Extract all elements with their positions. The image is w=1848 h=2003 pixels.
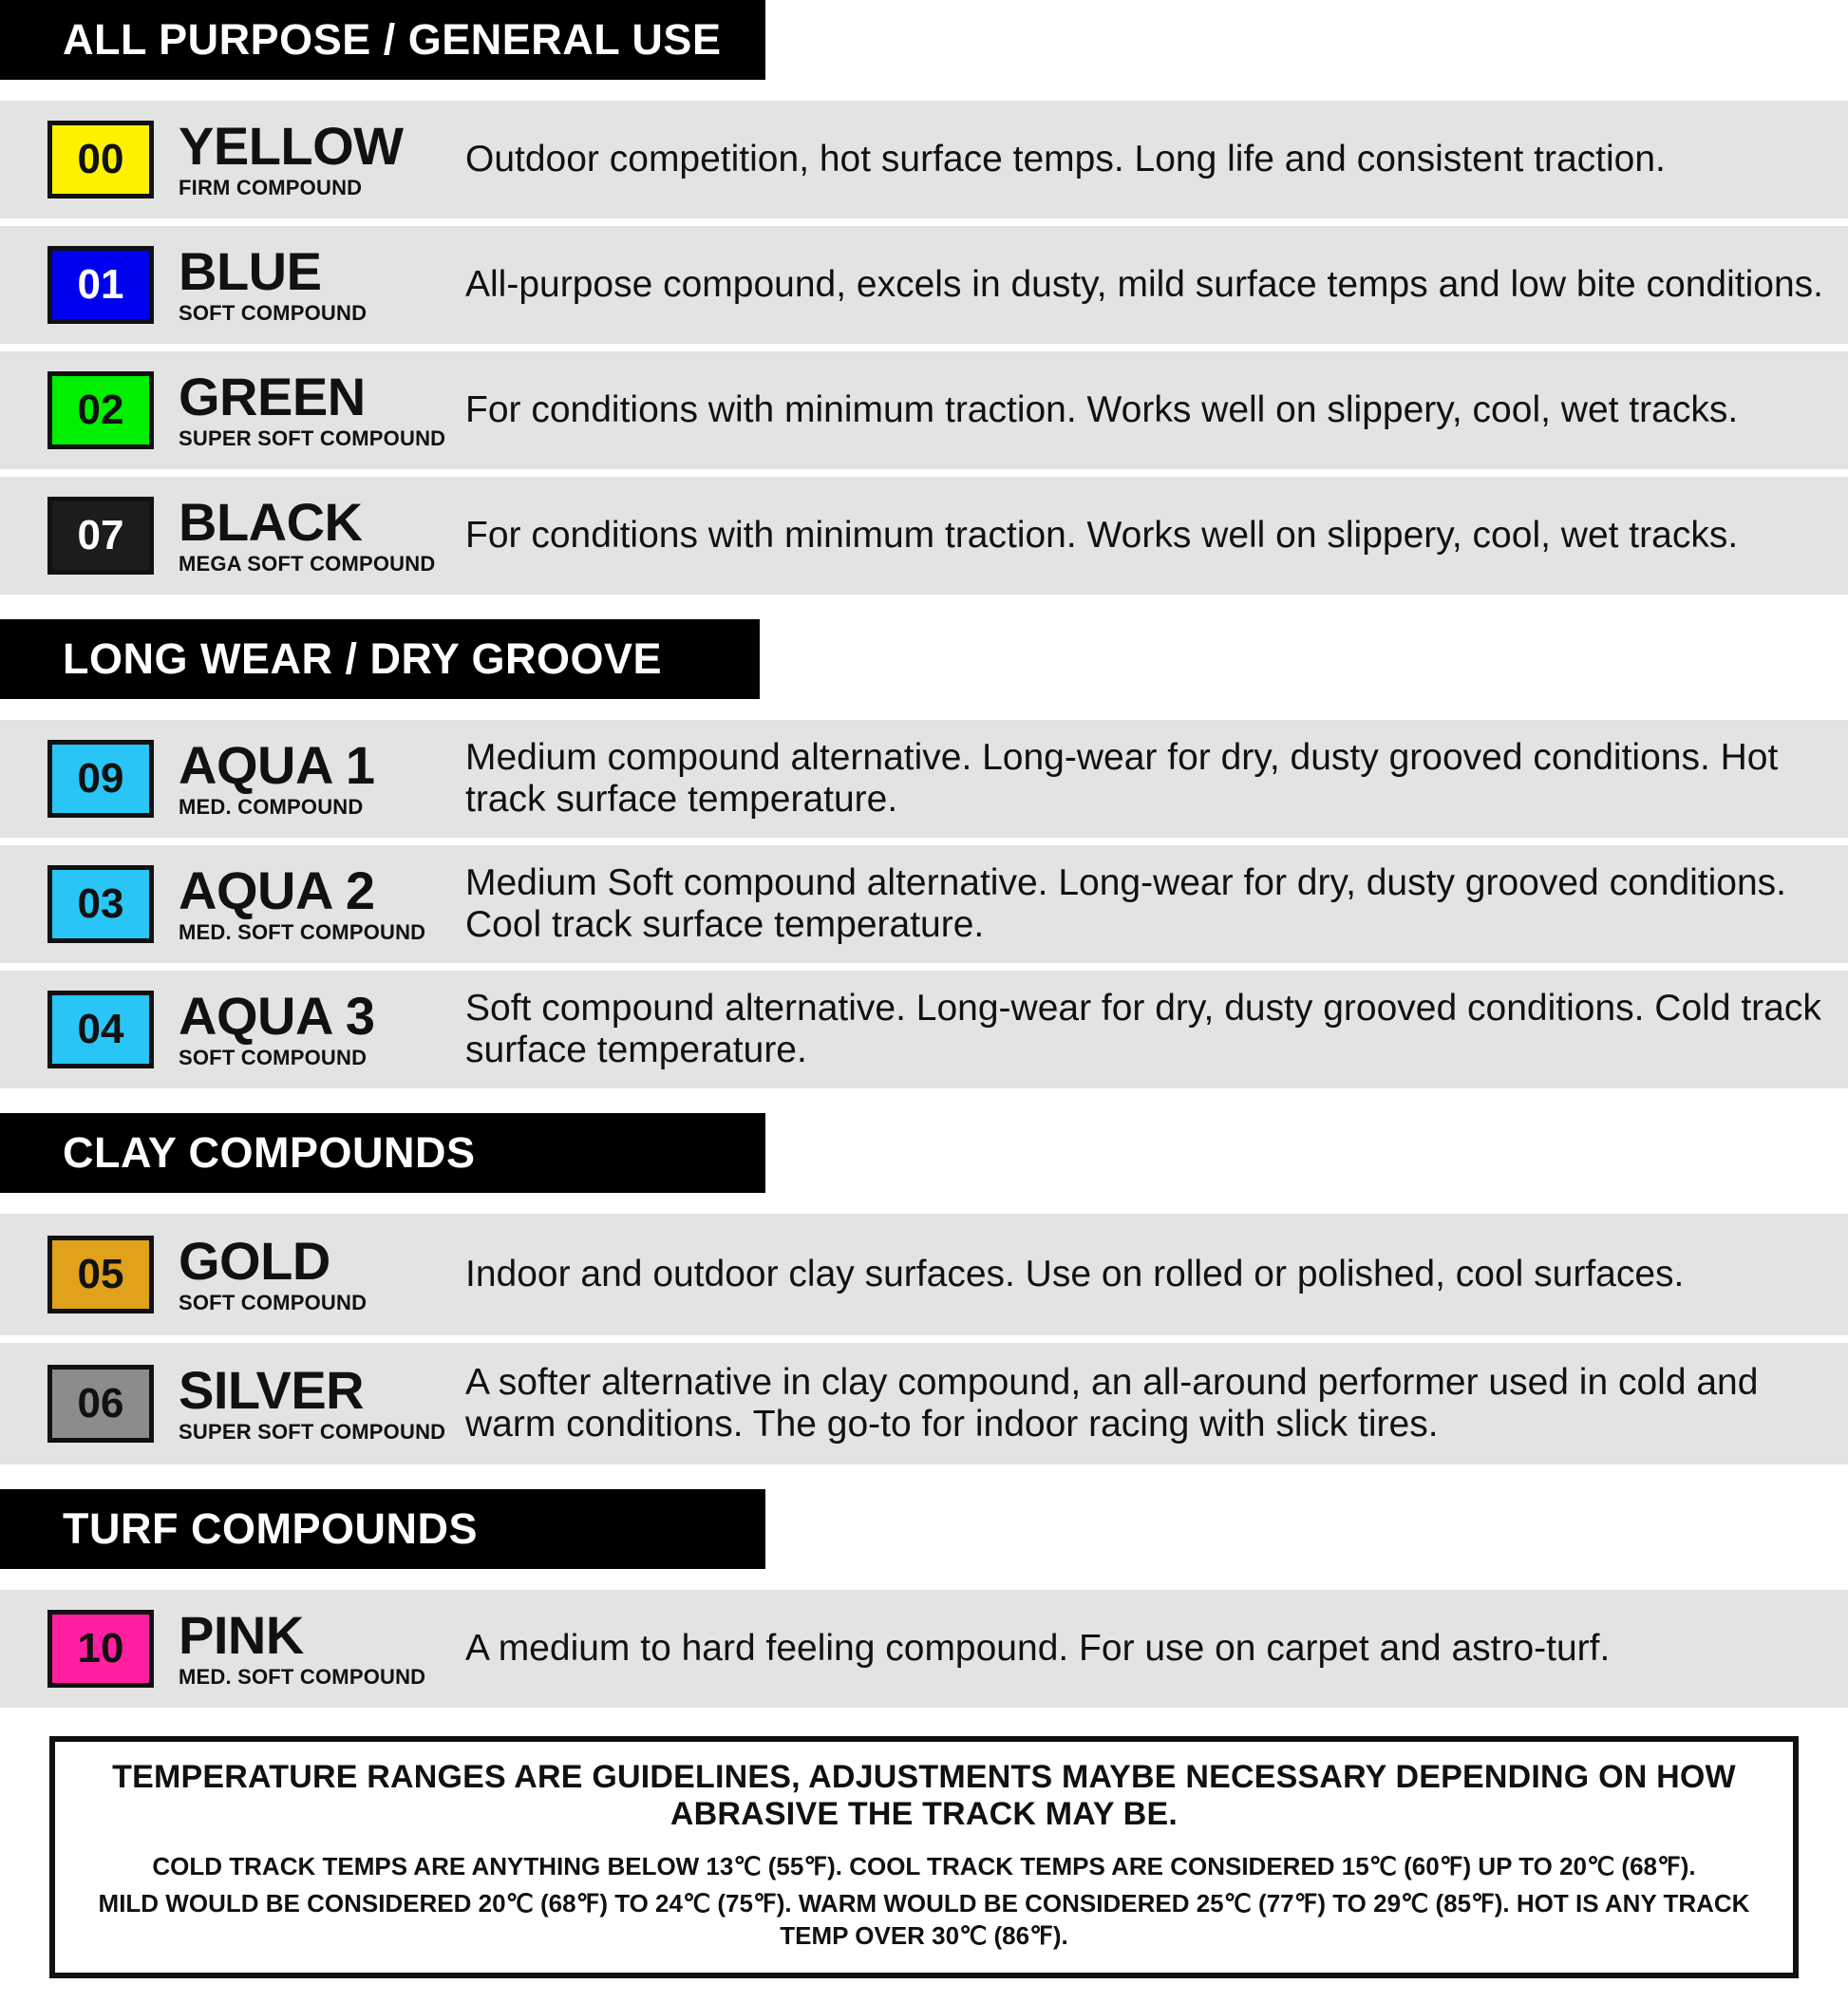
section-title: ALL PURPOSE / GENERAL USE (63, 15, 722, 64)
section-header-all-purpose (0, 0, 765, 80)
compound-name: AQUA 2 (179, 860, 375, 921)
swatch-cell (0, 477, 158, 595)
compound-name: AQUA 1 (179, 735, 375, 796)
compound-code: 00 (77, 136, 124, 182)
compound-code: 05 (77, 1251, 124, 1297)
color-swatch-07 (47, 497, 154, 575)
swatch-cell (0, 1590, 158, 1708)
section-header-clay (0, 1113, 765, 1193)
section-title: CLAY COMPOUNDS (63, 1128, 476, 1177)
table-row (0, 351, 1848, 469)
footer-note-wrap (0, 1715, 1848, 2003)
name-cell (158, 226, 443, 344)
description-cell (443, 720, 1848, 838)
name-cell (158, 720, 443, 838)
section-title: LONG WEAR / DRY GROOVE (63, 634, 663, 683)
spacer (0, 1096, 1848, 1113)
description-cell (443, 1343, 1848, 1464)
name-cell (158, 1214, 443, 1335)
spacer (0, 602, 1848, 619)
compound-description: Soft compound alternative. Long-wear for dry, dusty grooved conditions. Cold track surface temperature. (465, 987, 1821, 1070)
name-cell (158, 101, 443, 218)
spacer (0, 699, 1848, 720)
spacer (0, 1193, 1848, 1214)
color-swatch-04 (47, 991, 154, 1068)
compound-description: Medium compound alternative. Long-wear for dry, dusty grooved conditions. Hot track surface temperature. (465, 736, 1779, 820)
color-swatch-01 (47, 246, 154, 324)
compound-hardness: FIRM COMPOUND (179, 175, 363, 199)
swatch-cell (0, 101, 158, 218)
name-cell (158, 477, 443, 595)
compound-code: 01 (77, 261, 124, 308)
swatch-cell (0, 1214, 158, 1335)
color-swatch-02 (47, 371, 154, 449)
swatch-cell (0, 971, 158, 1088)
description-cell (443, 845, 1848, 963)
compound-code: 10 (77, 1625, 124, 1672)
table-row (0, 845, 1848, 963)
compound-code: 07 (77, 512, 124, 558)
footer-line-1: COLD TRACK TEMPS ARE ANYTHING BELOW 13℃ (55℉). COOL TRACK TEMPS ARE CONSIDERED 15℃ (60℉) UP TO 20℃ (68℉). (152, 1852, 1696, 1881)
compound-name: PINK (179, 1605, 304, 1666)
section-header-turf (0, 1489, 765, 1569)
color-swatch-00 (47, 121, 154, 198)
compound-code: 09 (77, 755, 124, 802)
compound-name: AQUA 3 (179, 986, 375, 1047)
color-swatch-03 (47, 865, 154, 943)
description-cell (443, 351, 1848, 469)
color-swatch-05 (47, 1236, 154, 1313)
compound-description: A softer alternative in clay compound, an all-around performer used in cold and warm conditions. The go-to for indoor racing with slick tires. (465, 1361, 1759, 1445)
spacer (0, 1569, 1848, 1590)
section-rows-clay (0, 1214, 1848, 1464)
swatch-cell (0, 351, 158, 469)
temperature-guidelines-box (49, 1736, 1799, 1978)
section-header-long-wear (0, 619, 760, 699)
compound-name: BLUE (179, 241, 322, 302)
swatch-cell (0, 1343, 158, 1464)
table-row (0, 971, 1848, 1088)
swatch-cell (0, 226, 158, 344)
compound-description: All-purpose compound, excels in dusty, mild surface temps and low bite conditions. (465, 263, 1823, 305)
compound-description: Medium Soft compound alternative. Long-wear for dry, dusty grooved conditions. Cool track surface temperature. (465, 861, 1787, 945)
description-cell (443, 101, 1848, 218)
compound-name: GREEN (179, 367, 366, 427)
name-cell (158, 845, 443, 963)
color-swatch-06 (47, 1365, 154, 1443)
compound-description: For conditions with minimum traction. Works well on slippery, cool, wet tracks. (465, 514, 1739, 556)
table-row (0, 477, 1848, 595)
section-title: TURF COMPOUNDS (63, 1504, 478, 1553)
compound-hardness: SOFT COMPOUND (179, 1045, 368, 1069)
compound-hardness: MED. COMPOUND (179, 794, 364, 819)
compound-hardness: MED. SOFT COMPOUND (179, 919, 426, 944)
description-cell (443, 1214, 1848, 1335)
table-row (0, 226, 1848, 344)
name-cell (158, 971, 443, 1088)
compound-hardness: SOFT COMPOUND (179, 300, 368, 325)
description-cell (443, 226, 1848, 344)
compound-name: BLACK (179, 492, 363, 553)
name-cell (158, 1343, 446, 1464)
compound-name: GOLD (179, 1231, 330, 1292)
name-cell (158, 351, 446, 469)
color-swatch-10 (47, 1610, 154, 1688)
compound-code: 04 (77, 1006, 124, 1052)
spacer (0, 1472, 1848, 1489)
spacer (0, 80, 1848, 101)
compound-name: YELLOW (179, 116, 404, 177)
description-cell (443, 477, 1848, 595)
table-row (0, 1590, 1848, 1708)
footer-headline: TEMPERATURE RANGES ARE GUIDELINES, ADJUSTMENTS MAYBE NECESSARY DEPENDING ON HOW ABRASIVE THE TRACK MAY BE. (112, 1759, 1736, 1833)
section-rows-all-purpose (0, 101, 1848, 595)
compound-hardness: SUPER SOFT COMPOUND (179, 425, 446, 450)
compound-description: Outdoor competition, hot surface temps. Long life and consistent traction. (465, 138, 1666, 180)
section-rows-turf (0, 1590, 1848, 1708)
compound-hardness: SOFT COMPOUND (179, 1290, 368, 1314)
compound-description: A medium to hard feeling compound. For use on carpet and astro-turf. (465, 1627, 1611, 1669)
compound-hardness: SUPER SOFT COMPOUND (179, 1419, 446, 1444)
table-row (0, 101, 1848, 218)
footer-line-2: MILD WOULD BE CONSIDERED 20℃ (68℉) TO 24℃ (75℉). WARM WOULD BE CONSIDERED 25℃ (77℉) TO 29℃ (85℉). HOT IS ANY TRACK TEMP OVER 30℃ (86℉). (98, 1888, 1750, 1950)
compound-description: Indoor and outdoor clay surfaces. Use on rolled or polished, cool surfaces. (465, 1253, 1685, 1294)
compound-code: 06 (77, 1380, 124, 1427)
compound-code: 03 (77, 880, 124, 927)
compound-name: SILVER (179, 1360, 365, 1421)
swatch-cell (0, 845, 158, 963)
name-cell (158, 1590, 443, 1708)
description-cell (443, 971, 1848, 1088)
compound-code: 02 (77, 387, 124, 433)
swatch-cell (0, 720, 158, 838)
table-row (0, 1343, 1848, 1464)
table-row (0, 720, 1848, 838)
compound-description: For conditions with minimum traction. Works well on slippery, cool, wet tracks. (465, 388, 1739, 430)
compound-hardness: MED. SOFT COMPOUND (179, 1664, 426, 1689)
compound-hardness: MEGA SOFT COMPOUND (179, 551, 436, 576)
table-row (0, 1214, 1848, 1335)
section-rows-long-wear (0, 720, 1848, 1088)
color-swatch-09 (47, 740, 154, 818)
description-cell (443, 1590, 1848, 1708)
